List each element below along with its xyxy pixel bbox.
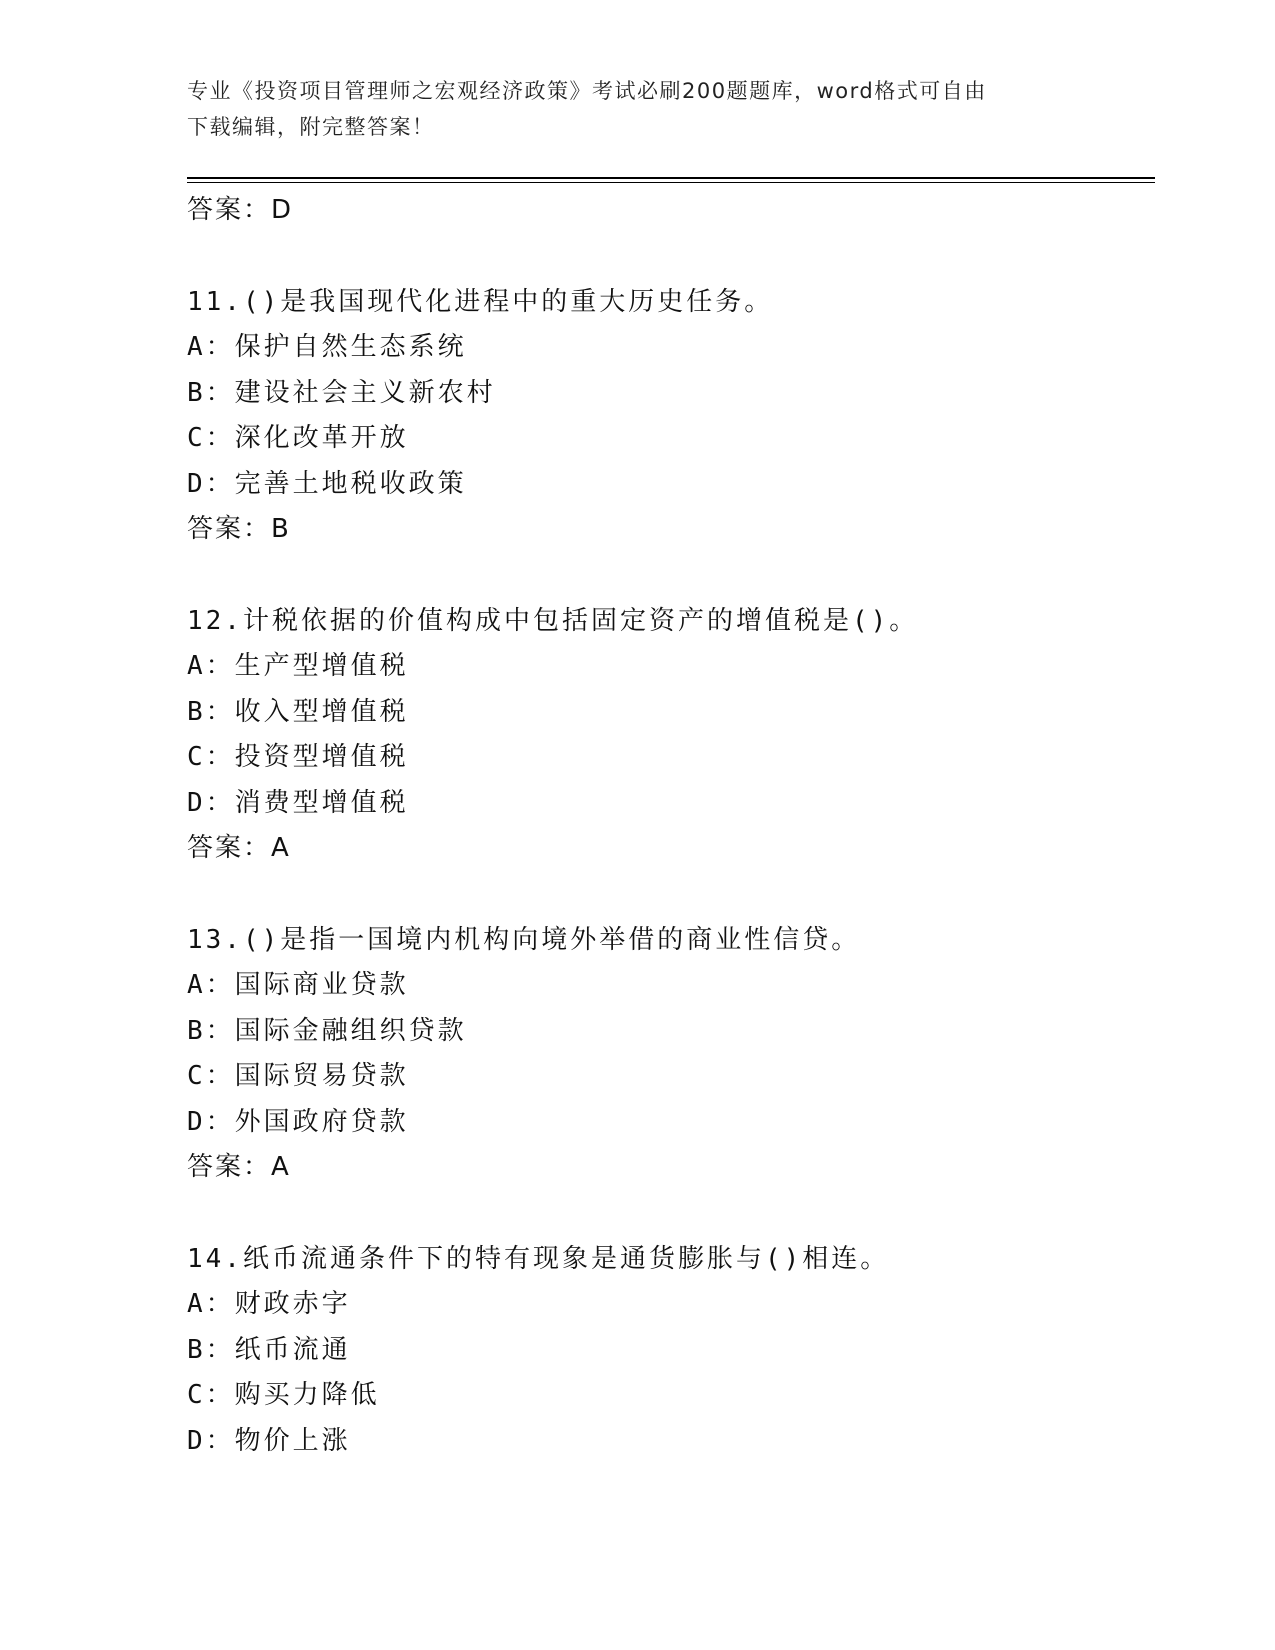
question-list xyxy=(187,188,1147,1464)
question-11 xyxy=(187,280,1147,553)
option-d: D：消费型增值税 xyxy=(187,787,409,818)
option-d: D：外国政府贷款 xyxy=(187,1106,409,1137)
header-rule-thick xyxy=(187,177,1155,179)
option-b: B：纸币流通 xyxy=(187,1334,351,1365)
question-13 xyxy=(187,918,1147,1191)
answer-line: 答案：B xyxy=(187,514,291,544)
question-text: 13.()是指一国境内机构向境外举借的商业性信贷。 xyxy=(187,924,861,955)
option-a: A：国际商业贷款 xyxy=(187,970,409,1000)
answer-line: 答案：A xyxy=(187,833,291,863)
option-b: B：收入型增值税 xyxy=(187,696,409,727)
question-text: 14.纸币流通条件下的特有现象是通货膨胀与()相连。 xyxy=(187,1243,890,1274)
option-b: B：建设社会主义新农村 xyxy=(187,377,496,408)
answer-line: 答案：A xyxy=(187,1152,291,1182)
question-14 xyxy=(187,1237,1147,1465)
option-b: B：国际金融组织贷款 xyxy=(187,1015,467,1046)
option-a: A：保护自然生态系统 xyxy=(187,332,467,362)
option-c: C：深化改革开放 xyxy=(187,423,409,453)
option-d: D：完善土地税收政策 xyxy=(187,468,467,499)
option-a: A：生产型增值税 xyxy=(187,651,409,681)
document-header xyxy=(187,73,1087,145)
option-c: C：购买力降低 xyxy=(187,1380,380,1410)
question-text: 12.计税依据的价值构成中包括固定资产的增值税是()。 xyxy=(187,605,919,636)
header-line-2: 下载编辑，附完整答案！ xyxy=(187,115,435,139)
previous-answer: 答案：D xyxy=(187,195,294,225)
question-text: 11.()是我国现代化进程中的重大历史任务。 xyxy=(187,286,774,317)
header-line-1: 专业《投资项目管理师之宏观经济政策》考试必刷200题题库，word格式可自由 xyxy=(187,79,987,103)
question-12 xyxy=(187,599,1147,872)
header-rule-thin xyxy=(187,182,1155,183)
option-d: D：物价上涨 xyxy=(187,1425,351,1456)
option-a: A：财政赤字 xyxy=(187,1289,351,1319)
option-c: C：国际贸易贷款 xyxy=(187,1061,409,1091)
option-c: C：投资型增值税 xyxy=(187,742,409,772)
